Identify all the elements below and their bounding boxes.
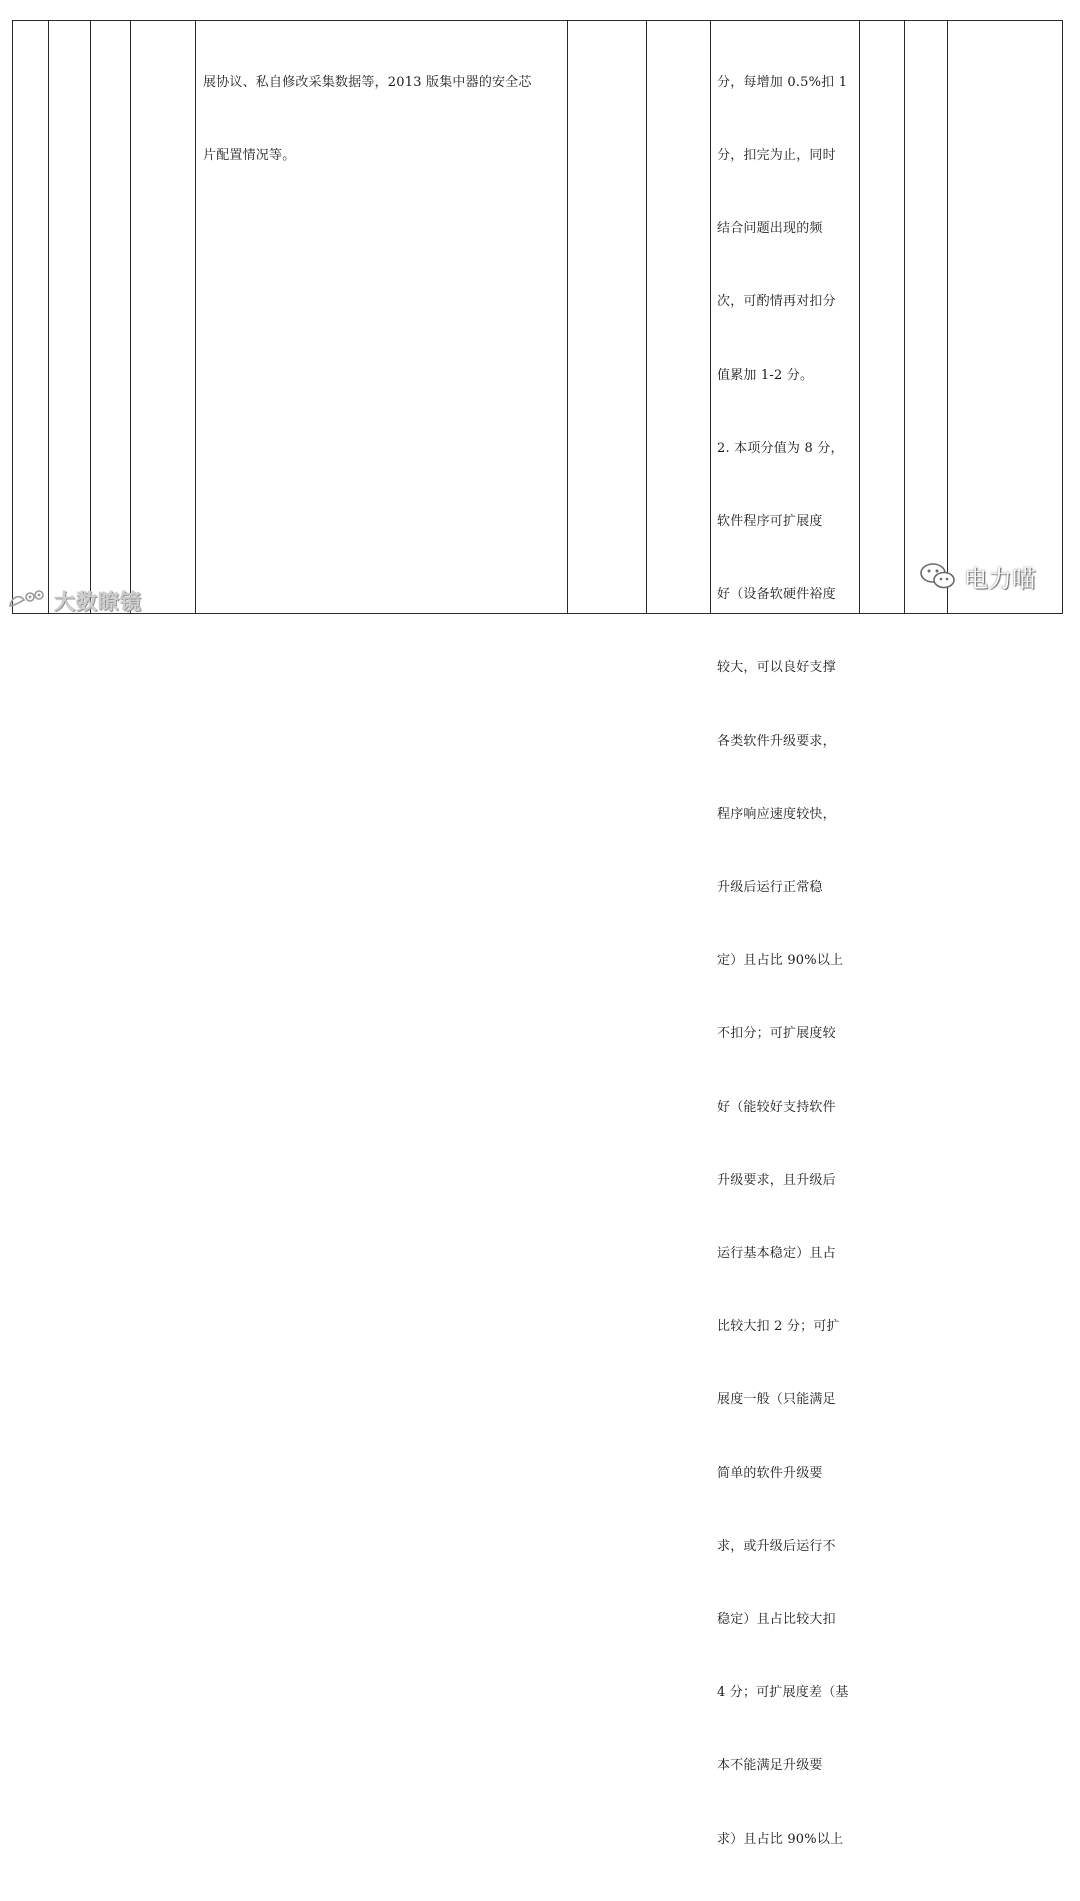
criteria-line: 求）且占比 90%以上 [717, 1831, 844, 1847]
column-divider [567, 20, 568, 614]
column-divider [646, 20, 647, 614]
column-divider [48, 20, 49, 614]
criteria-line: 定）且占比 90%以上 [717, 953, 844, 969]
column-divider [710, 20, 711, 614]
wechat-account-watermark [918, 560, 1036, 592]
column-divider [904, 20, 905, 614]
criteria-line: 简单的软件升级要 [717, 1465, 823, 1481]
criteria-line: 值累加 1-2 分。 [717, 367, 814, 383]
criteria-line: 分，扣完为止，同时 [717, 148, 836, 164]
criteria-line: 求，或升级后运行不 [717, 1538, 836, 1554]
source-watermark [6, 586, 142, 616]
weibo-eye-logo-icon [6, 588, 48, 614]
criteria-line: 4 分；可扩展度差（基 [717, 1685, 849, 1701]
criteria-line: 稳定）且占比较大扣 [717, 1612, 836, 1628]
criteria-line: 升级后运行正常稳 [717, 880, 823, 896]
criteria-line: 比较大扣 2 分；可扩 [717, 1319, 840, 1335]
criteria-line: 分，每增加 0.5%扣 1 [717, 74, 848, 90]
criteria-line: 不扣分；可扩展度较 [717, 1026, 836, 1042]
criteria-line: 升级要求，且升级后 [717, 1172, 836, 1188]
column-divider [947, 20, 948, 614]
criteria-line: 程序响应速度较快， [717, 806, 836, 822]
criteria-line: 较大，可以良好支撑 [717, 660, 836, 676]
criteria-line: 结合问题出现的频 [717, 221, 823, 237]
criteria-line: 运行基本稳定）且占 [717, 1246, 836, 1262]
description-cell [203, 22, 563, 217]
criteria-line: 2. 本项分值为 8 分， [717, 440, 844, 456]
column-divider [12, 20, 13, 614]
column-divider [859, 20, 860, 614]
column-divider [130, 20, 131, 614]
watermark-text: 大数瞭镜 [54, 590, 142, 614]
criteria-line: 好（能较好支持软件 [717, 1099, 836, 1115]
criteria-line: 本不能满足升级要 [717, 1758, 823, 1774]
column-divider [195, 20, 196, 614]
criteria-line: 各类软件升级要求， [717, 733, 836, 749]
criteria-line: 展度一般（只能满足 [717, 1392, 836, 1408]
description-line: 展协议、私自修改采集数据等，2013 版集中器的安全芯 [203, 74, 532, 90]
wechat-logo-icon [918, 561, 958, 591]
criteria-line: 软件程序可扩展度 [717, 514, 823, 530]
description-line: 片配置情况等。 [203, 148, 296, 164]
column-divider [1062, 20, 1063, 614]
criteria-line: 好（设备软硬件裕度 [717, 587, 836, 603]
watermark-text: 电力喵 [964, 564, 1036, 593]
column-divider [90, 20, 91, 614]
criteria-line: 次，可酌情再对扣分 [717, 294, 836, 310]
scoring-criteria-cell [717, 22, 857, 1901]
